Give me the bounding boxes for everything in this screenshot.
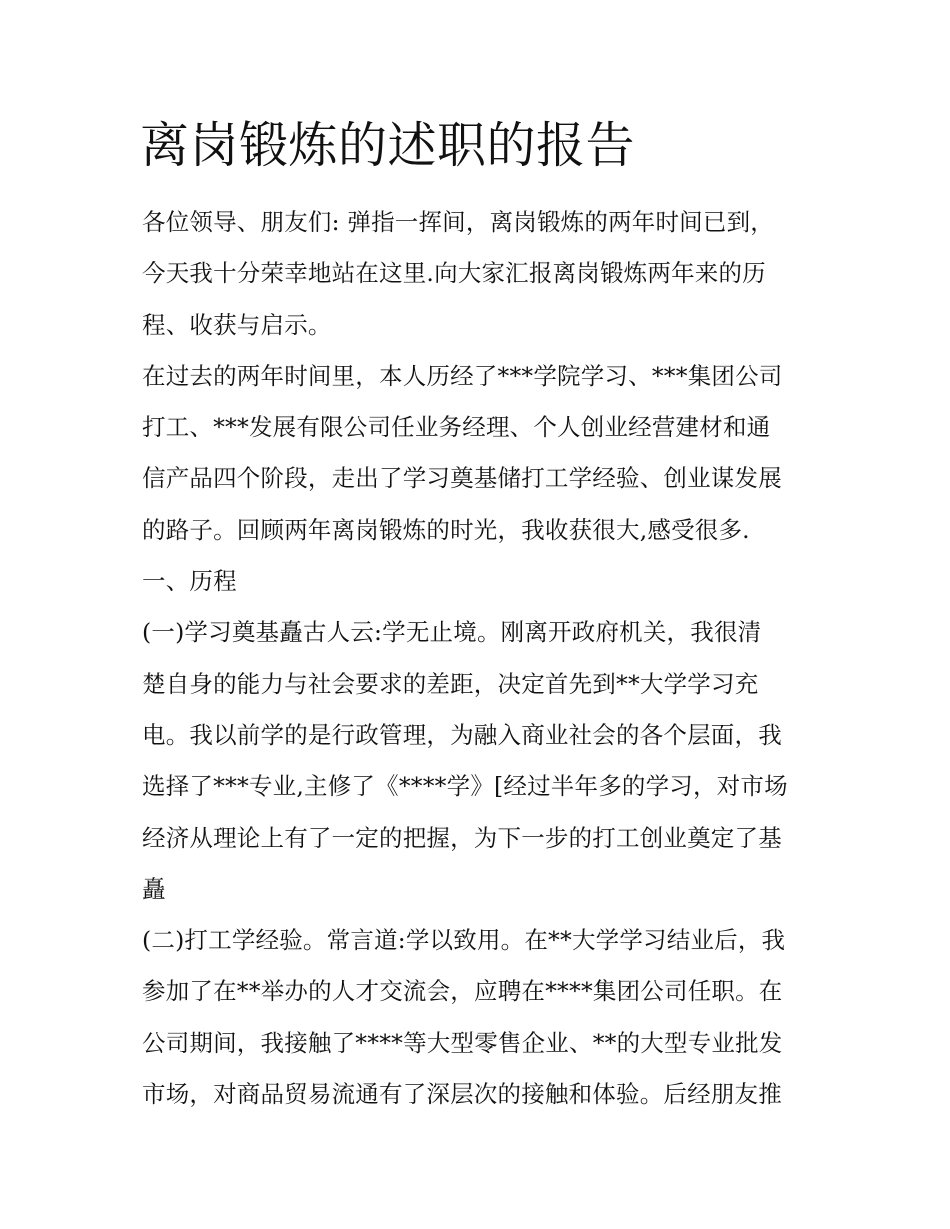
paragraph-line: 在过去的两年时间里，本人历经了***学院学习、***集团公司	[142, 361, 783, 390]
paragraph-line: (一)学习奠基矗古人云:学无止境。刚离开政府机关，我很清	[142, 618, 762, 647]
paragraph-line: 公司期间，我接触了****等大型零售企业、**的大型专业批发	[142, 1028, 783, 1057]
paragraph-line: 电。我以前学的是行政管理，为融入商业社会的各个层面，我	[142, 720, 782, 749]
paragraph-line: 矗	[142, 874, 166, 903]
document-body	[142, 204, 842, 1127]
paragraph-line: 参加了在**举办的人才交流会，应聘在****集团公司任职。在	[142, 977, 783, 1006]
paragraph-line: 经济从理论上有了一定的把握，为下一步的打工创业奠定了基	[142, 823, 782, 852]
paragraph-line: 楚自身的能力与社会要求的差距，决定首先到**大学学习充	[142, 669, 759, 698]
paragraph-line: 各位领导、朋友们: 弹指一挥间，离岗锻炼的两年时间已到，	[142, 208, 774, 236]
paragraph-line: 市场，对商品贸易流通有了深层次的接触和体验。后经朋友推	[142, 1080, 782, 1109]
paragraph-line: 打工、***发展有限公司任业务经理、个人创业经营建材和通	[142, 413, 771, 442]
paragraph-line: 的路子。回顾两年离岗锻炼的时光，我收获很大,感受很多.	[142, 515, 750, 544]
document-title: 离岗锻炼的述职的报告	[140, 117, 636, 174]
paragraph-line: 今天我十分荣幸地站在这里.向大家汇报离岗锻炼两年来的历	[142, 259, 766, 288]
paragraph-line: 选择了***专业,主修了《****学》[经过半年多的学习，对市场	[142, 772, 788, 801]
paragraph-line: 程、收获与启示。	[142, 310, 332, 339]
section-heading: 一、历程	[142, 567, 237, 596]
paragraph-line: (二)打工学经验。常言道:学以致用。在**大学学习结业后，我	[142, 926, 786, 955]
paragraph-line: 信产品四个阶段，走出了学习奠基储打工学经验、创业谋发展	[142, 464, 782, 493]
